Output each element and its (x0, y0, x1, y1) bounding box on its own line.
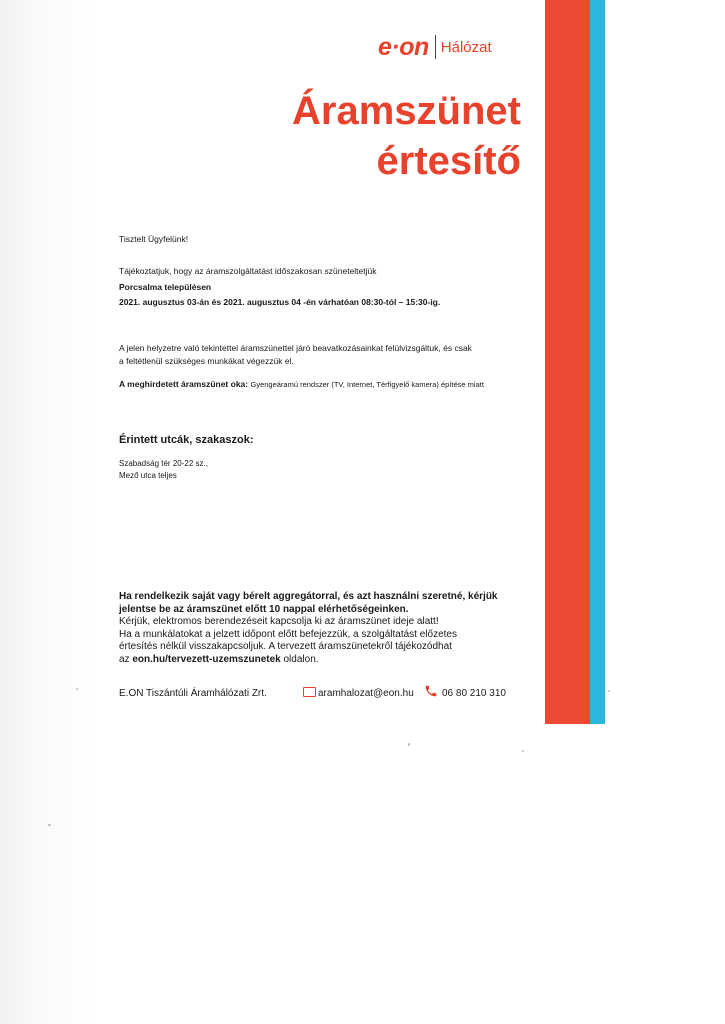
generator-notice-line-2: jelentse be az áramszünet előtt 10 nappal elérhetőségeinken. (119, 603, 409, 615)
scan-speck (608, 690, 610, 692)
reason-value: Gyengeáramú rendszer (TV, Internet, Térfigyelő kamera) építése miatt (250, 380, 484, 389)
logo-separator (435, 35, 436, 59)
page-title (191, 86, 521, 186)
intro-text: Tájékoztatjuk, hogy az áramszolgáltatást időszakosan szüneteltetjük (119, 266, 377, 276)
eon-logo (378, 30, 528, 64)
brand-stripe-blue (590, 0, 605, 724)
mail-icon (303, 687, 316, 697)
outage-reason (119, 378, 484, 391)
footer-phone[interactable]: 06 80 210 310 (442, 688, 506, 699)
greeting: Tisztelt Ügyfelünk! (119, 234, 189, 244)
street-item: Szabadság tér 20-22 sz., (119, 459, 208, 468)
phone-icon (424, 684, 438, 698)
review-line-2: a feltétlenül szükséges munkákat végezzük el. (119, 356, 294, 366)
scan-speck (48, 824, 51, 826)
logo-mark: e·on (378, 32, 429, 61)
title-line-1: Áramszünet (292, 89, 521, 133)
affected-heading: Érintett utcák, szakaszok: (119, 434, 254, 446)
title-line-2: értesítő (376, 139, 521, 183)
scan-speck (408, 743, 410, 746)
review-line-1: A jelen helyzetre való tekintettel áramszünettel járó beavatkozásainkat felülvizsgáltuk, és csak (119, 343, 472, 353)
brand-stripe-red (545, 0, 592, 724)
reason-label: A meghirdetett áramszünet oka: (119, 379, 249, 389)
location: Porcsalma településen (119, 282, 212, 292)
footer-company: E.ON Tiszántúli Áramhálózati Zrt. (119, 688, 267, 699)
closing-line-3: értesítés nélkül visszakapcsoljuk. A tervezett áramszünetekről tájékozódhat (119, 641, 452, 652)
scan-speck (76, 688, 78, 690)
schedule: 2021. augusztus 03-án és 2021. augusztus 04 -én várhatóan 08:30-tól – 15:30-ig. (119, 297, 441, 307)
footer-email[interactable]: aramhalozat@eon.hu (318, 688, 414, 699)
scan-edge-shadow (0, 0, 96, 1024)
scan-speck (522, 750, 524, 752)
outage-info-link[interactable]: eon.hu/tervezett-uzemszunetek (132, 653, 281, 665)
generator-notice-line-1: Ha rendelkezik saját vagy bérelt aggregátorral, és azt használni szeretné, kérjük (119, 591, 498, 602)
closing-suffix: oldalon. (283, 653, 319, 665)
street-item: Mező utca teljes (119, 471, 177, 480)
logo-division: Hálózat (440, 38, 492, 56)
closing-prefix: az (119, 653, 130, 665)
closing-line-4 (119, 654, 319, 667)
closing-line-2: Ha a munkálatokat a jelzett időpont előtt befejezzük, a szolgáltatást előzetes (119, 628, 457, 640)
closing-line-1: Kérjük, elektromos berendezéseit kapcsolja ki az áramszünet ideje alatt! (119, 616, 439, 627)
